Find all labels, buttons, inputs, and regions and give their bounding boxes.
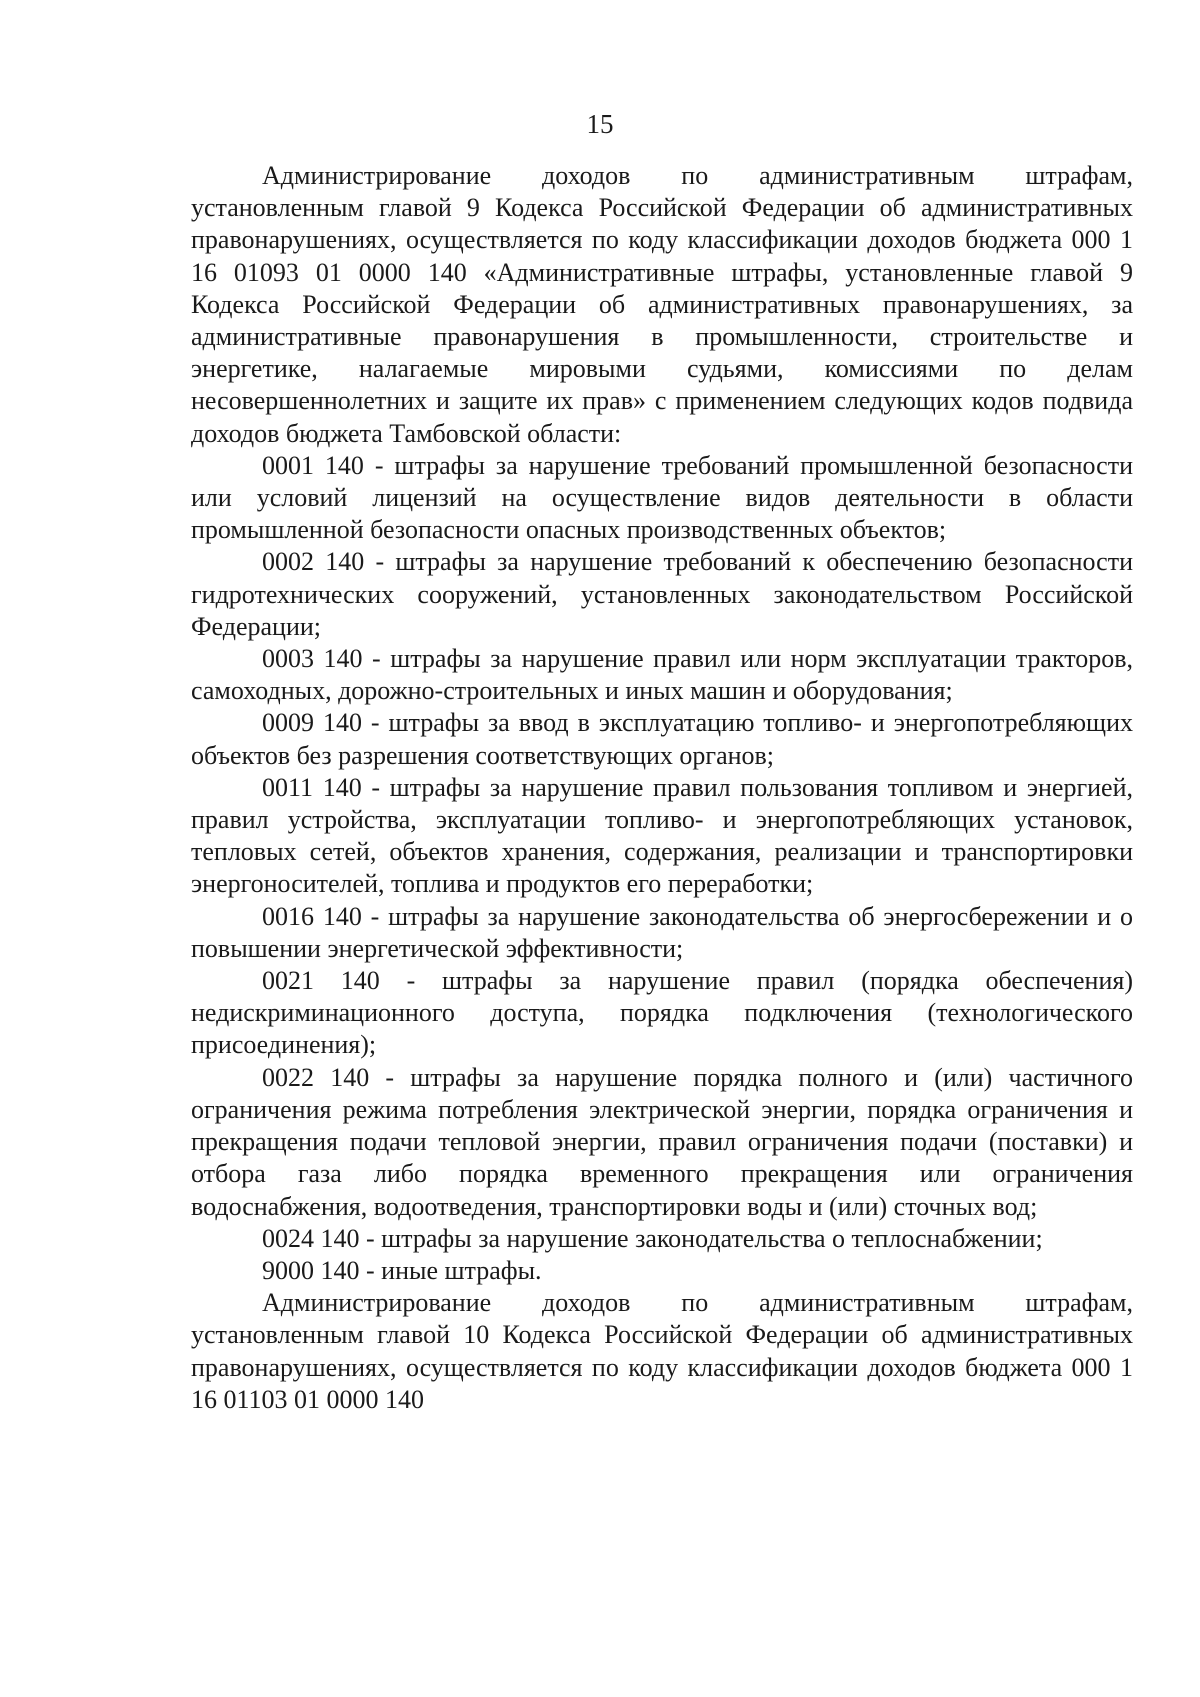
paragraph-code-9000: 9000 140 - иные штрафы.	[262, 1255, 542, 1285]
paragraph-code-0016: 0016 140 - штрафы за нарушение законодательства об энергосбережении и о повышении энергетической эффективности;	[191, 901, 1133, 963]
paragraph-code-0001: 0001 140 - штрафы за нарушение требований промышленной безопасности или условий лицензий на осуществление видов деятельности в области промышленной безопасности опасных производственных объектов;	[191, 450, 1133, 545]
paragraph-intro-chapter-9: Администрирование доходов по административным штрафам, установленным главой 9 Кодекса Российской Федерации об административных правонарушениях, осуществляется по коду классификации доходов бюджета 000 1 16 01093 01 0000 140 «Административные штрафы, установленные главой 9 Кодекса Российской Федерации об административных правонарушениях, за административные правонарушения в промышленности, строительстве и энергетике, налагаемые мировыми судьями, комиссиями по делам несовершеннолетних и защите их прав» с применением следующих кодов подвида доходов бюджета Тамбовской области:	[191, 161, 1133, 448]
paragraph-code-0002: 0002 140 - штрафы за нарушение требований к обеспечению безопасности гидротехнических сооружений, установленных законодательством Российской Федерации;	[191, 547, 1133, 641]
paragraph-code-0022: 0022 140 - штрафы за нарушение порядка полного и (или) частичного ограничения режима потребления электрической энергии, порядка ограничения и прекращения подачи тепловой энергии, правил ограничения подачи (поставки) и отбора газа либо порядка временного прекращения или ограничения водоснабжения, водоотведения, транспортировки воды и (или) сточных вод;	[191, 1062, 1133, 1221]
paragraph-code-0011: 0011 140 - штрафы за нарушение правил пользования топливом и энергией, правил устройства, эксплуатации топливо- и энергопотребляющих установок, тепловых сетей, объектов хранения, содержания, реализации и транспортировки энергоносителей, топлива и продуктов его переработки;	[191, 772, 1133, 899]
paragraph-intro-chapter-10: Администрирование доходов по административным штрафам, установленным главой 10 Кодекса Российской Федерации об административных правонарушениях, осуществляется по коду классификации доходов бюджета 000 1 16 01103 01 0000 140	[191, 1288, 1133, 1414]
paragraph-code-0009: 0009 140 - штрафы за ввод в эксплуатацию топливо- и энергопотребляющих объектов без разрешения соответствующих органов;	[191, 708, 1133, 770]
paragraph-code-0003: 0003 140 - штрафы за нарушение правил или норм эксплуатации тракторов, самоходных, дорожно-строительных и иных машин и оборудования;	[191, 644, 1133, 706]
paragraph-code-0021: 0021 140 - штрафы за нарушение правил (порядка обеспечения) недискриминационного доступа, порядка подключения (технологического присоединения);	[191, 966, 1133, 1060]
paragraph-code-0024: 0024 140 - штрафы за нарушение законодательства о теплоснабжении;	[262, 1223, 1043, 1253]
page-number: 15	[586, 109, 614, 139]
document-body	[191, 160, 1133, 1416]
